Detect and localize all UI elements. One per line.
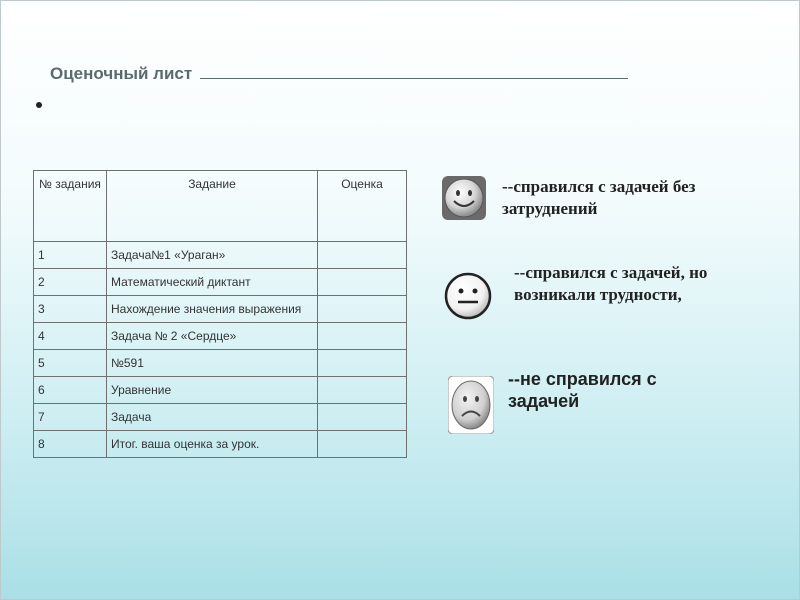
table-row [34, 377, 407, 404]
row-task: Итог. ваша оценка за урок. [107, 431, 318, 458]
row-task: Задача [107, 404, 318, 431]
row-task: №591 [107, 350, 318, 377]
legend-text-failure: --не справился с задачей [508, 369, 657, 411]
row-number: 2 [34, 269, 107, 296]
row-task: Нахождение значения выражения [107, 296, 318, 323]
smile-icon [442, 176, 486, 220]
row-grade[interactable] [318, 323, 407, 350]
title-text: Оценочный лист [50, 64, 193, 83]
row-grade[interactable] [318, 269, 407, 296]
row-grade[interactable] [318, 377, 407, 404]
title-blank-line [200, 66, 628, 79]
row-grade[interactable] [318, 350, 407, 377]
row-grade[interactable] [318, 296, 407, 323]
row-number: 3 [34, 296, 107, 323]
page-title [50, 64, 690, 84]
table-row [34, 350, 407, 377]
row-number: 5 [34, 350, 107, 377]
header-number: № задания [34, 171, 107, 242]
table-row [34, 269, 407, 296]
row-task: Задача№1 «Ураган» [107, 242, 318, 269]
table-row [34, 404, 407, 431]
row-task: Задача № 2 «Сердце» [107, 323, 318, 350]
table-header-row [34, 171, 407, 242]
row-task: Математический диктант [107, 269, 318, 296]
row-number: 6 [34, 377, 107, 404]
row-task: Уравнение [107, 377, 318, 404]
header-task: Задание [107, 171, 318, 242]
row-grade[interactable] [318, 431, 407, 458]
table-row [34, 242, 407, 269]
table-row [34, 296, 407, 323]
legend-text-difficulty: --справился с задачей, но возникали трудности, [514, 263, 708, 304]
row-grade[interactable] [318, 404, 407, 431]
bullet-point [36, 102, 42, 108]
table-row [34, 323, 407, 350]
row-grade[interactable] [318, 242, 407, 269]
neutral-face-icon [444, 272, 492, 320]
sad-face-icon [448, 376, 494, 434]
row-number: 4 [34, 323, 107, 350]
table-row [34, 431, 407, 458]
row-number: 1 [34, 242, 107, 269]
header-grade: Оценка [318, 171, 407, 242]
evaluation-table [33, 170, 407, 458]
legend-text-success: --справился с задачей без затруднений [502, 177, 696, 218]
row-number: 8 [34, 431, 107, 458]
row-number: 7 [34, 404, 107, 431]
